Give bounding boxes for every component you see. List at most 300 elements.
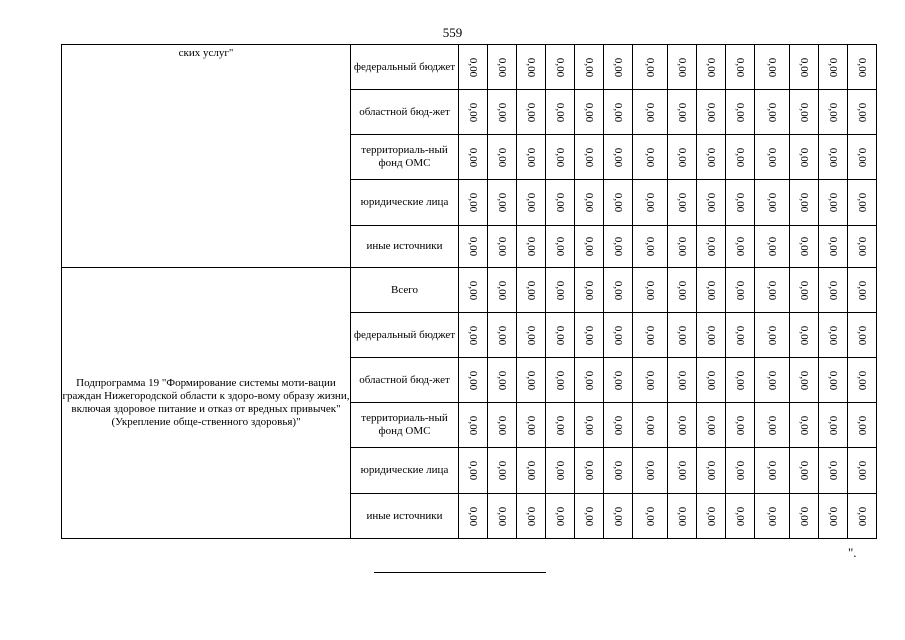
- value-cell: [546, 494, 575, 539]
- value-cell: [848, 313, 877, 358]
- value-text: 0,00: [583, 192, 596, 213]
- value-text: 0,00: [798, 280, 811, 300]
- value-cell: [633, 135, 668, 180]
- value-cell: [459, 313, 488, 358]
- value-cell: [575, 494, 604, 539]
- funding-source-cell: иные источники: [351, 494, 459, 539]
- value-text: 0,00: [554, 370, 567, 390]
- value-cell: [517, 403, 546, 448]
- value-text: 0,00: [554, 147, 567, 167]
- value-cell: [697, 135, 726, 180]
- value-cell: [819, 448, 848, 494]
- program-name-cell: Подпрограмма 19 "Формирование системы моти-вации граждан Нижегородской области к здоро-вому образу жизни, включая здоровое питание и отказ от вредных привычек" (Укрепление обще-ственного здоровья)": [62, 268, 351, 539]
- value-text: 0,00: [766, 102, 779, 122]
- value-text: 0,00: [612, 415, 625, 435]
- value-text: 0,00: [766, 370, 779, 390]
- value-cell: [604, 268, 633, 313]
- value-text: 0,00: [496, 192, 509, 213]
- value-cell: [790, 180, 819, 226]
- value-text: 0,00: [554, 280, 567, 300]
- value-cell: [604, 448, 633, 494]
- value-cell: [697, 313, 726, 358]
- value-cell: [755, 268, 790, 313]
- value-cell: [668, 226, 697, 268]
- value-text: 0,00: [583, 460, 596, 481]
- value-cell: [668, 135, 697, 180]
- value-text: 0,00: [705, 102, 718, 122]
- value-text: 0,00: [856, 280, 869, 300]
- value-cell: [848, 226, 877, 268]
- program-name-cell: ских услуг": [62, 45, 351, 268]
- value-cell: [848, 358, 877, 403]
- value-cell: [575, 45, 604, 90]
- value-cell: [790, 226, 819, 268]
- value-text: 0,00: [856, 506, 869, 526]
- value-text: 0,00: [467, 192, 480, 213]
- value-text: 0,00: [554, 102, 567, 122]
- value-cell: [604, 403, 633, 448]
- value-text: 0,00: [676, 102, 689, 122]
- value-text: 0,00: [583, 236, 596, 257]
- value-cell: [546, 90, 575, 135]
- value-cell: [726, 313, 755, 358]
- value-text: 0,00: [467, 147, 480, 167]
- value-cell: [604, 226, 633, 268]
- value-text: 0,00: [583, 57, 596, 77]
- value-cell: [633, 180, 668, 226]
- value-cell: [819, 45, 848, 90]
- value-text: 0,00: [583, 102, 596, 122]
- financing-table: [61, 44, 877, 539]
- value-text: 0,00: [734, 415, 747, 435]
- value-cell: [819, 313, 848, 358]
- value-text: 0,00: [554, 506, 567, 526]
- value-cell: [668, 358, 697, 403]
- value-text: 0,00: [467, 370, 480, 390]
- value-text: 0,00: [734, 236, 747, 257]
- funding-source-cell: федеральный бюджет: [351, 313, 459, 358]
- value-cell: [819, 135, 848, 180]
- value-text: 0,00: [676, 147, 689, 167]
- value-cell: [633, 45, 668, 90]
- value-text: 0,00: [734, 102, 747, 122]
- value-text: 0,00: [525, 147, 538, 167]
- value-text: 0,00: [705, 280, 718, 300]
- value-text: 0,00: [467, 325, 480, 345]
- value-text: 0,00: [554, 415, 567, 435]
- value-cell: [459, 268, 488, 313]
- table-row: [62, 45, 877, 90]
- value-cell: [848, 180, 877, 226]
- value-text: 0,00: [644, 192, 657, 213]
- value-text: 0,00: [676, 280, 689, 300]
- closing-quote-mark: ".: [848, 545, 857, 560]
- value-cell: [517, 494, 546, 539]
- value-text: 0,00: [676, 370, 689, 390]
- value-text: 0,00: [734, 460, 747, 481]
- value-text: 0,00: [496, 236, 509, 257]
- value-cell: [848, 90, 877, 135]
- table-row: [62, 268, 877, 313]
- value-cell: [633, 403, 668, 448]
- value-cell: [668, 403, 697, 448]
- value-text: 0,00: [525, 102, 538, 122]
- value-text: 0,00: [766, 280, 779, 300]
- value-text: 0,00: [705, 236, 718, 257]
- value-cell: [517, 313, 546, 358]
- value-text: 0,00: [734, 280, 747, 300]
- value-text: 0,00: [827, 236, 840, 257]
- value-text: 0,00: [705, 325, 718, 345]
- value-cell: [755, 90, 790, 135]
- value-cell: [604, 358, 633, 403]
- value-cell: [604, 313, 633, 358]
- value-text: 0,00: [496, 415, 509, 435]
- value-cell: [517, 448, 546, 494]
- value-cell: [790, 268, 819, 313]
- value-text: 0,00: [467, 236, 480, 257]
- value-cell: [575, 90, 604, 135]
- value-cell: [488, 90, 517, 135]
- value-text: 0,00: [612, 506, 625, 526]
- value-cell: [697, 90, 726, 135]
- value-cell: [604, 135, 633, 180]
- value-text: 0,00: [827, 280, 840, 300]
- funding-source-cell: областной бюд-жет: [351, 90, 459, 135]
- value-cell: [697, 268, 726, 313]
- value-text: 0,00: [766, 415, 779, 435]
- value-text: 0,00: [525, 280, 538, 300]
- value-text: 0,00: [612, 57, 625, 77]
- value-text: 0,00: [827, 415, 840, 435]
- value-text: 0,00: [583, 280, 596, 300]
- value-cell: [755, 313, 790, 358]
- value-text: 0,00: [644, 415, 657, 435]
- funding-source-cell: территориаль-ный фонд ОМС: [351, 135, 459, 180]
- value-text: 0,00: [644, 236, 657, 257]
- value-cell: [790, 45, 819, 90]
- value-text: 0,00: [525, 415, 538, 435]
- value-cell: [726, 226, 755, 268]
- value-cell: [546, 135, 575, 180]
- value-text: 0,00: [644, 460, 657, 481]
- value-cell: [668, 494, 697, 539]
- value-cell: [848, 45, 877, 90]
- value-cell: [726, 494, 755, 539]
- value-text: 0,00: [525, 192, 538, 213]
- value-cell: [517, 268, 546, 313]
- value-text: 0,00: [554, 236, 567, 257]
- value-text: 0,00: [612, 102, 625, 122]
- value-cell: [697, 45, 726, 90]
- value-text: 0,00: [827, 57, 840, 77]
- value-cell: [459, 135, 488, 180]
- value-text: 0,00: [612, 147, 625, 167]
- value-cell: [633, 226, 668, 268]
- value-cell: [697, 403, 726, 448]
- value-text: 0,00: [856, 325, 869, 345]
- value-text: 0,00: [705, 415, 718, 435]
- value-cell: [697, 358, 726, 403]
- value-cell: [819, 358, 848, 403]
- page-number: 559: [442, 25, 463, 40]
- value-text: 0,00: [705, 57, 718, 77]
- value-text: 0,00: [612, 370, 625, 390]
- value-text: 0,00: [705, 460, 718, 481]
- value-cell: [726, 180, 755, 226]
- value-text: 0,00: [856, 102, 869, 122]
- value-cell: [755, 135, 790, 180]
- value-cell: [848, 448, 877, 494]
- value-text: 0,00: [798, 506, 811, 526]
- value-cell: [575, 226, 604, 268]
- value-cell: [488, 45, 517, 90]
- funding-source-cell: областной бюд-жет: [351, 358, 459, 403]
- value-cell: [755, 403, 790, 448]
- value-cell: [575, 403, 604, 448]
- value-text: 0,00: [856, 57, 869, 77]
- value-text: 0,00: [676, 415, 689, 435]
- value-text: 0,00: [525, 506, 538, 526]
- value-text: 0,00: [798, 415, 811, 435]
- value-text: 0,00: [676, 57, 689, 77]
- value-text: 0,00: [525, 460, 538, 481]
- value-cell: [575, 358, 604, 403]
- value-text: 0,00: [467, 506, 480, 526]
- funding-source-cell: юридические лица: [351, 448, 459, 494]
- value-text: 0,00: [798, 460, 811, 481]
- value-text: 0,00: [798, 325, 811, 345]
- value-text: 0,00: [856, 147, 869, 167]
- value-text: 0,00: [827, 147, 840, 167]
- value-text: 0,00: [766, 325, 779, 345]
- value-text: 0,00: [856, 370, 869, 390]
- value-text: 0,00: [798, 236, 811, 257]
- value-text: 0,00: [798, 57, 811, 77]
- value-text: 0,00: [827, 325, 840, 345]
- value-cell: [819, 268, 848, 313]
- value-cell: [575, 448, 604, 494]
- value-cell: [633, 358, 668, 403]
- value-text: 0,00: [827, 102, 840, 122]
- value-cell: [668, 180, 697, 226]
- value-cell: [790, 403, 819, 448]
- value-text: 0,00: [734, 147, 747, 167]
- value-cell: [726, 448, 755, 494]
- value-cell: [790, 135, 819, 180]
- value-cell: [819, 180, 848, 226]
- value-text: 0,00: [496, 460, 509, 481]
- value-cell: [819, 90, 848, 135]
- value-cell: [546, 268, 575, 313]
- value-cell: [697, 494, 726, 539]
- value-cell: [668, 313, 697, 358]
- value-cell: [790, 358, 819, 403]
- value-cell: [459, 403, 488, 448]
- value-cell: [546, 448, 575, 494]
- value-cell: [517, 180, 546, 226]
- value-text: 0,00: [798, 102, 811, 122]
- value-text: 0,00: [612, 236, 625, 257]
- value-text: 0,00: [525, 325, 538, 345]
- value-cell: [575, 313, 604, 358]
- value-text: 0,00: [705, 370, 718, 390]
- value-text: 0,00: [644, 147, 657, 167]
- value-cell: [848, 268, 877, 313]
- value-cell: [488, 358, 517, 403]
- value-cell: [488, 448, 517, 494]
- value-text: 0,00: [644, 506, 657, 526]
- value-text: 0,00: [644, 325, 657, 345]
- value-cell: [459, 358, 488, 403]
- value-cell: [604, 494, 633, 539]
- value-cell: [668, 90, 697, 135]
- value-cell: [790, 313, 819, 358]
- value-cell: [726, 268, 755, 313]
- value-cell: [459, 226, 488, 268]
- value-cell: [459, 45, 488, 90]
- value-cell: [633, 268, 668, 313]
- value-text: 0,00: [856, 460, 869, 481]
- value-cell: [517, 226, 546, 268]
- value-cell: [755, 45, 790, 90]
- value-text: 0,00: [705, 506, 718, 526]
- value-cell: [575, 180, 604, 226]
- value-cell: [488, 268, 517, 313]
- value-text: 0,00: [644, 280, 657, 300]
- value-text: 0,00: [496, 325, 509, 345]
- value-text: 0,00: [856, 415, 869, 435]
- value-cell: [790, 494, 819, 539]
- value-text: 0,00: [766, 236, 779, 257]
- value-cell: [819, 494, 848, 539]
- value-cell: [668, 268, 697, 313]
- value-cell: [755, 358, 790, 403]
- value-cell: [697, 448, 726, 494]
- value-cell: [755, 448, 790, 494]
- value-text: 0,00: [496, 370, 509, 390]
- value-cell: [604, 180, 633, 226]
- value-text: 0,00: [734, 192, 747, 213]
- value-cell: [668, 448, 697, 494]
- value-cell: [517, 90, 546, 135]
- value-text: 0,00: [676, 460, 689, 481]
- value-text: 0,00: [766, 506, 779, 526]
- value-text: 0,00: [705, 147, 718, 167]
- value-cell: [459, 180, 488, 226]
- value-text: 0,00: [766, 57, 779, 77]
- value-text: 0,00: [583, 147, 596, 167]
- value-cell: [488, 226, 517, 268]
- value-cell: [755, 180, 790, 226]
- value-text: 0,00: [525, 57, 538, 77]
- value-text: 0,00: [496, 57, 509, 77]
- value-text: 0,00: [525, 236, 538, 257]
- value-text: 0,00: [496, 280, 509, 300]
- value-cell: [546, 45, 575, 90]
- value-cell: [459, 448, 488, 494]
- value-cell: [546, 403, 575, 448]
- value-text: 0,00: [554, 192, 567, 213]
- value-cell: [517, 45, 546, 90]
- value-cell: [697, 180, 726, 226]
- value-text: 0,00: [734, 506, 747, 526]
- funding-source-cell: иные источники: [351, 226, 459, 268]
- footer-divider: [374, 572, 546, 573]
- value-cell: [848, 135, 877, 180]
- value-text: 0,00: [734, 370, 747, 390]
- value-text: 0,00: [554, 325, 567, 345]
- value-cell: [755, 226, 790, 268]
- value-text: 0,00: [467, 415, 480, 435]
- value-text: 0,00: [612, 460, 625, 481]
- value-cell: [517, 135, 546, 180]
- value-cell: [546, 226, 575, 268]
- value-cell: [633, 448, 668, 494]
- value-text: 0,00: [467, 280, 480, 300]
- value-text: 0,00: [856, 236, 869, 257]
- value-text: 0,00: [644, 102, 657, 122]
- value-text: 0,00: [856, 192, 869, 213]
- value-cell: [726, 45, 755, 90]
- value-text: 0,00: [827, 370, 840, 390]
- value-text: 0,00: [583, 370, 596, 390]
- value-cell: [848, 403, 877, 448]
- value-cell: [633, 313, 668, 358]
- value-text: 0,00: [644, 57, 657, 77]
- value-text: 0,00: [766, 192, 779, 213]
- value-text: 0,00: [644, 370, 657, 390]
- funding-source-cell: территориаль-ный фонд ОМС: [351, 403, 459, 448]
- value-cell: [488, 180, 517, 226]
- value-text: 0,00: [612, 280, 625, 300]
- value-cell: [848, 494, 877, 539]
- value-cell: [726, 403, 755, 448]
- value-text: 0,00: [554, 460, 567, 481]
- value-text: 0,00: [676, 506, 689, 526]
- value-text: 0,00: [583, 415, 596, 435]
- value-cell: [459, 494, 488, 539]
- table-body: [62, 45, 877, 539]
- value-text: 0,00: [705, 192, 718, 213]
- value-text: 0,00: [734, 57, 747, 77]
- value-text: 0,00: [554, 57, 567, 77]
- value-cell: [488, 494, 517, 539]
- value-text: 0,00: [734, 325, 747, 345]
- value-cell: [517, 358, 546, 403]
- value-cell: [575, 135, 604, 180]
- value-text: 0,00: [766, 460, 779, 481]
- value-text: 0,00: [827, 460, 840, 481]
- value-text: 0,00: [583, 506, 596, 526]
- value-cell: [633, 494, 668, 539]
- value-cell: [726, 358, 755, 403]
- value-cell: [488, 135, 517, 180]
- value-cell: [790, 448, 819, 494]
- value-cell: [488, 403, 517, 448]
- value-cell: [819, 403, 848, 448]
- value-cell: [697, 226, 726, 268]
- value-cell: [633, 90, 668, 135]
- value-cell: [755, 494, 790, 539]
- value-text: 0,00: [525, 370, 538, 390]
- value-cell: [488, 313, 517, 358]
- value-text: 0,00: [496, 147, 509, 167]
- value-text: 0,00: [827, 192, 840, 213]
- value-text: 0,00: [798, 147, 811, 167]
- value-cell: [546, 313, 575, 358]
- value-cell: [546, 358, 575, 403]
